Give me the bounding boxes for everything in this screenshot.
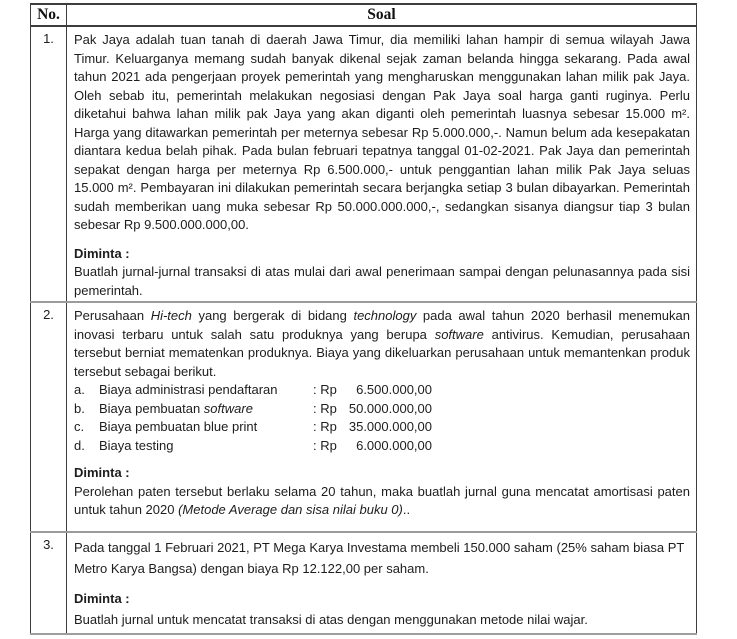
text-segment: software (203, 400, 253, 416)
list-marker: c. (74, 419, 85, 434)
column-header-no: No. (31, 4, 67, 26)
question-table (30, 3, 697, 635)
cost-label (99, 381, 313, 400)
cost-amount: 6.500.000,00 (356, 382, 432, 397)
text-segment: technology (353, 308, 417, 323)
cost-amount: 35.000.000,00 (348, 419, 432, 434)
text-segment: (Metode Average dan sisa nilai buku 0) (178, 502, 403, 517)
currency-prefix: : Rp (313, 419, 337, 434)
text-segment: pada awal tahun 2020 berhasil menemukan inovasi terbaru untuk salah satu produknya yang berupa (74, 308, 690, 342)
question-paragraph (74, 31, 690, 235)
question-cell (67, 532, 697, 634)
table-row (31, 532, 697, 634)
table-row (31, 302, 697, 532)
table-row (31, 26, 697, 302)
row-number: 1. (31, 26, 67, 302)
text-segment: Biaya administrasi pendaftaran (99, 382, 278, 397)
diminta-instruction (74, 263, 690, 300)
cost-amount: 6.000.000,00 (356, 437, 432, 453)
list-marker: d. (74, 437, 85, 453)
text-segment: antivirus. Kemudian, perusahaan tersebut berniat mematenkan produknya. Biaya yang dikeluarkan perusahaan untuk memantenkan produk tersebut sebagai berikut. (74, 326, 690, 379)
text-segment: Pada tanggal 1 Februari 2021, PT Mega Karya Investama membeli 150.000 saham (25% saham biasa PT Metro Karya Bangsa) dengan biaya Rp 12.122,00 per saham. (74, 540, 685, 576)
question-paragraph (74, 537, 690, 579)
blank-line (74, 235, 690, 245)
question-content (74, 31, 690, 301)
text-segment: .. (402, 502, 411, 517)
column-header-soal: Soal (67, 4, 697, 26)
question-rows (31, 26, 697, 634)
currency-prefix: : Rp (313, 382, 337, 397)
cost-label (99, 418, 313, 437)
row-number: 2. (31, 302, 67, 532)
text-segment: software (434, 326, 484, 342)
cost-label (99, 400, 313, 419)
text-segment: Buatlah jurnal untuk mencatat transaksi di atas dengan menggunakan metode nilai wajar. (74, 612, 588, 627)
diminta-label (74, 245, 690, 264)
diminta-instruction (74, 609, 690, 630)
question-paragraph (74, 307, 690, 381)
question-cell (67, 302, 697, 532)
diminta-label (74, 464, 690, 483)
text-segment: Hi-tech (150, 308, 192, 323)
text-segment: Diminta : (74, 465, 130, 480)
currency-prefix: : Rp (313, 400, 337, 416)
question-content (74, 537, 690, 633)
cost-label (99, 437, 313, 456)
text-segment: Perusahaan (74, 308, 151, 323)
list-marker: b. (74, 400, 85, 416)
currency-prefix: : Rp (313, 437, 337, 453)
list-marker: a. (74, 382, 85, 397)
blank-line (74, 455, 690, 464)
diminta-label (74, 588, 690, 609)
cost-amount: 50.000.000,00 (348, 400, 432, 416)
cost-list (74, 381, 690, 455)
text-segment: Pak Jaya adalah tuan tanah di daerah Jawa Timur, dia memiliki lahan hampir di semua wilayah Jawa Timur. Keluarganya memang sudah banyak dikenal sejak zaman belanda hingga sekarang. Pada awal tahun 2021 ada pengerjaan proyek pemerintah yang mengharuskan menggunakan lahan milik pak Jaya. Oleh sebab itu, pemerintah melakukan negosiasi dengan Pak Jaya soal harga ganti ruginya. Perlu diketahui bahwa lahan milik pak Jaya yang akan diganti oleh pemerintah luasnya sebesar 15.000 m². Harga yang ditawarkan pemerintah per meternya sebesar Rp 5.000.000,-. Namun belum ada kesepakatan diantara kedua belah pihak. Pada bulan februari tepatnya tanggal 01-02-2021. Pak Jaya dan pemerintah sepakat dengan harga per meternya Rp 6.500.000,- untuk penggantian lahan milik Pak Jaya seluas 15.000 m². Pembayaran ini dilakukan pemerintah secara berjangka setiap 3 bulan dibayarkan. Pemerintah sudah memberikan uang muka sebesar Rp 50.000.000.000,-, sedangkan sisanya diangsur tiap 3 bulan sebesar Rp 9.500.000.000,00. (74, 32, 690, 232)
text-segment: Diminta : (74, 591, 130, 606)
cost-list-item (74, 381, 690, 400)
header-row (31, 4, 697, 26)
text-segment: Perolehan paten tersebut berlaku selama 20 tahun, maka buatlah jurnal guna mencatat amortisasi paten untuk tahun 2020 (74, 483, 690, 517)
cost-list-item (74, 437, 690, 456)
question-cell (67, 26, 697, 302)
text-segment: Biaya pembuatan (99, 400, 204, 416)
blank-line (74, 579, 690, 588)
text-segment: Buatlah jurnal-jurnal transaksi di atas mulai dari awal penerimaan sampai dengan pelunasannya pada sisi pemerintah. (74, 264, 690, 298)
row-number: 3. (31, 532, 67, 634)
diminta-instruction (74, 483, 690, 520)
text-segment: yang bergerak di bidang (191, 308, 354, 323)
text-segment: Diminta : (74, 245, 130, 261)
cost-list-item (74, 418, 690, 437)
cost-list-item (74, 400, 690, 419)
question-content (74, 307, 690, 531)
text-segment: Biaya pembuatan blue print (99, 419, 258, 434)
text-segment: Biaya testing (99, 437, 174, 453)
